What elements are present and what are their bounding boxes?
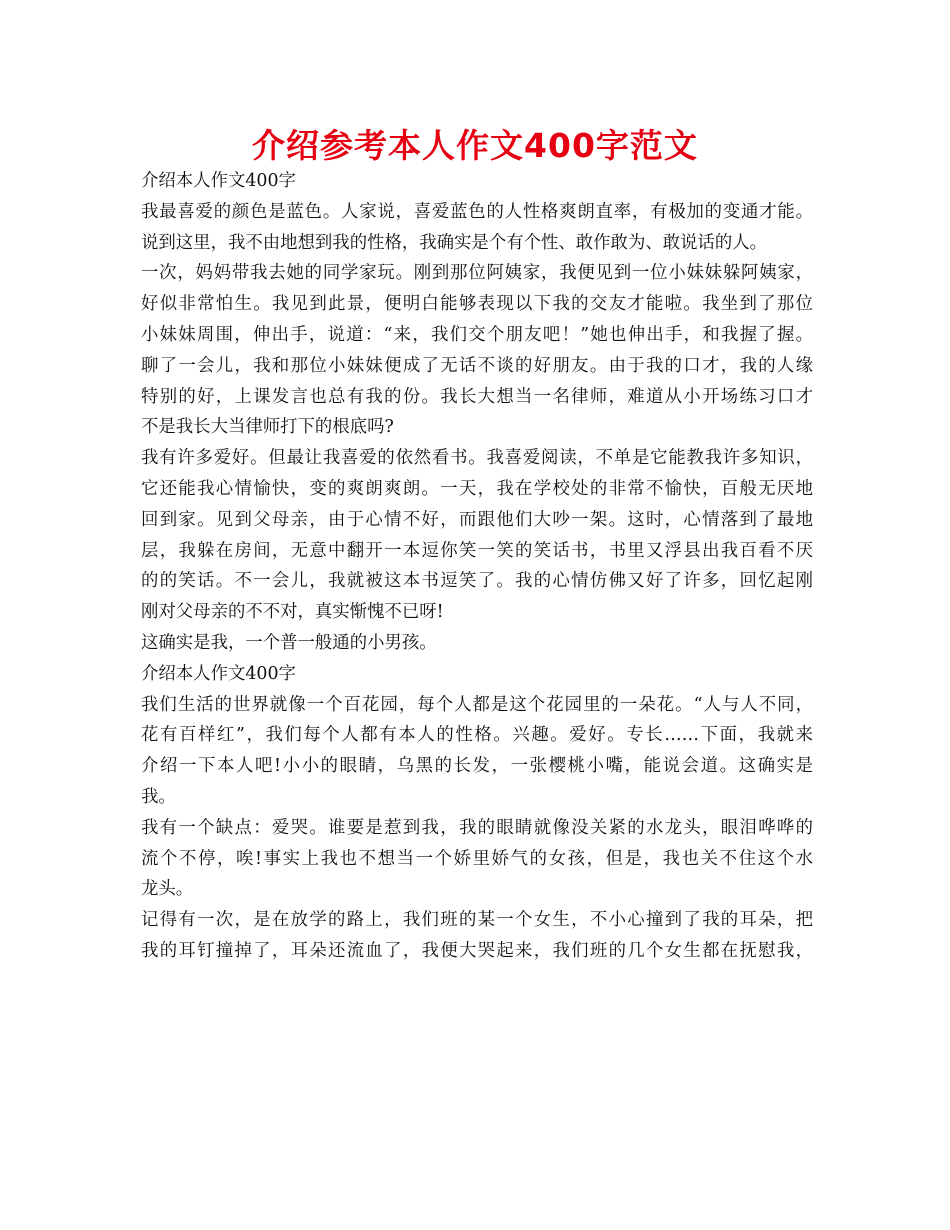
text-line: 回到家。见到父母亲，由于心情不好，而跟他们大吵一架。这时，心情落到了最地 [141,509,813,530]
text-line: 它还能我心情愉快，变的爽朗爽朗。一天，我在学校处的非常不愉快，百般无厌地 [141,478,813,499]
text-line: 我的耳钉撞掉了，耳朵还流血了，我便大哭起来，我们班的几个女生都在抚慰我， [141,940,813,961]
text-line: 层，我躲在房间，无意中翻开一本逗你笑一笑的笑话书，书里又浮县出我百看不厌 [141,540,813,561]
document-body [141,166,813,967]
text-line: 流个不停，唉!事实上我也不想当一个娇里娇气的女孩，但是，我也关不住这个水 [141,848,813,869]
text-line: 这确实是我，一个普一般通的小男孩。 [141,632,437,653]
document-title: 介绍参考本人作文400字范文 [252,126,698,165]
text-line: 介绍本人作文400字 [141,663,296,684]
text-line: 的的笑话。不一会儿，我就被这本书逗笑了。我的心情仿佛又好了许多，回忆起刚 [141,571,813,592]
text-line: 刚对父母亲的不不对，真实惭愧不已呀! [141,602,444,623]
text-line: 花有百样红”，我们每个人都有本人的性格。兴趣。爱好。专长……下面，我就来 [141,725,813,746]
text-line: 好似非常怕生。我见到此景，便明白能够表现以下我的交友才能啦。我坐到了那位 [141,294,813,315]
text-line: 不是我长大当律师打下的根底吗? [141,417,394,438]
text-line: 聊了一会儿，我和那位小妹妹便成了无话不谈的好朋友。由于我的口才，我的人缘 [141,355,813,376]
text-line: 我最喜爱的颜色是蓝色。人家说，喜爱蓝色的人性格爽朗直率，有极加的变通才能。 [141,201,813,222]
text-line: 介绍本人作文400字 [141,171,296,191]
text-line: 记得有一次，是在放学的路上，我们班的某一个女生，不小心撞到了我的耳朵，把 [141,910,813,931]
text-line: 小妹妹周围，伸出手，说道：“来，我们交个朋友吧！”她也伸出手，和我握了握。 [141,324,813,345]
text-line: 龙头。 [141,879,194,900]
text-line: 我有一个缺点：爱哭。谁要是惹到我，我的眼睛就像没关紧的水龙头，眼泪哗哗的 [141,817,813,838]
text-line: 我有许多爱好。但最让我喜爱的依然看书。我喜爱阅读，不单是它能教我许多知识， [141,448,813,469]
text-line: 特别的好，上课发言也总有我的份。我长大想当一名律师，难道从小开场练习口才 [141,386,813,407]
text-line: 我们生活的世界就像一个百花园，每个人都是这个花园里的一朵花。“人与人不同， [141,694,813,715]
text-line: 一次，妈妈带我去她的同学家玩。刚到那位阿姨家，我便见到一位小妹妹躲阿姨家， [141,263,813,284]
text-line: 说到这里，我不由地想到我的性格，我确实是个有个性、敢作敢为、敢说话的人。 [141,232,768,253]
text-line: 介绍一下本人吧!小小的眼睛，乌黑的长发，一张樱桃小嘴，能说会道。这确实是 [141,756,813,777]
text-line: 我。 [141,786,176,807]
